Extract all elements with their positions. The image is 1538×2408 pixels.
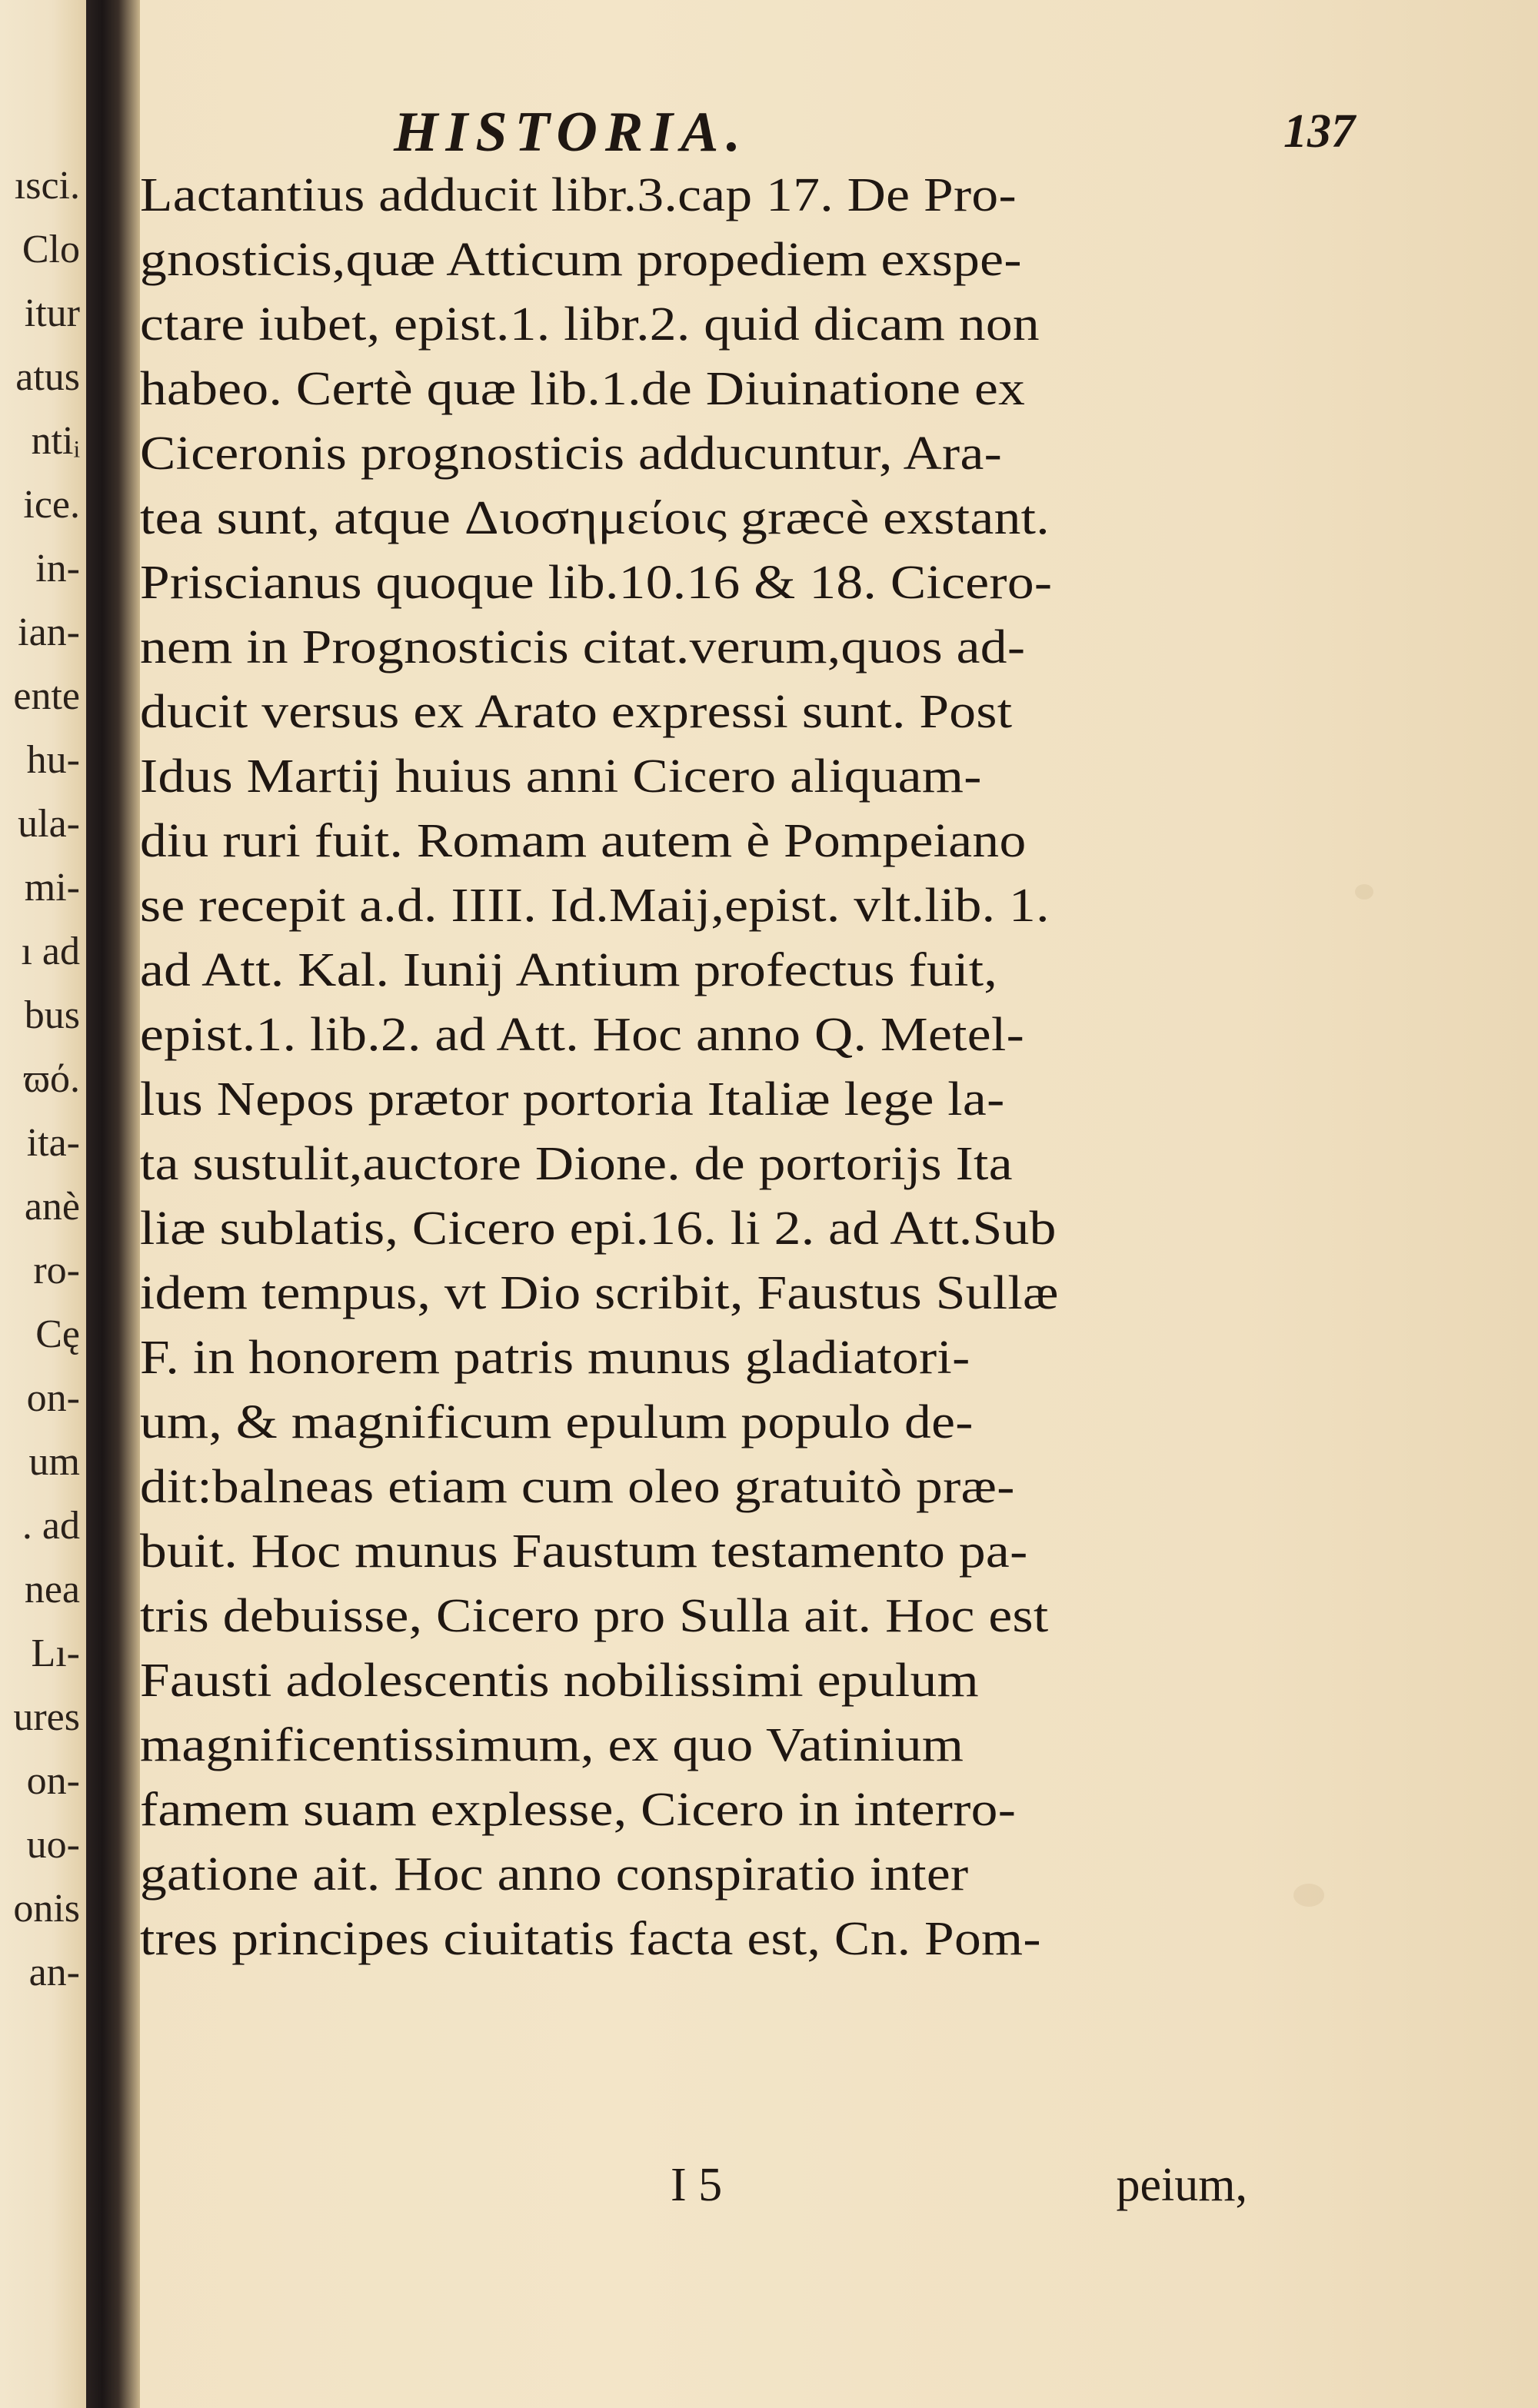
running-head-title: HISTORIA. [394, 101, 748, 164]
text-line: se recepit a.d. IIII. Id.Maij,epist. vlt.lib. 1. [140, 880, 1050, 932]
text-line: Fausti adolescentis nobilissimi epulum [140, 1655, 979, 1707]
text-line: ad Att. Kal. Iunij Antium profectus fuit, [140, 944, 998, 996]
left-page-fragment: anè [24, 1185, 80, 1229]
left-page-fragment: Cę [35, 1312, 80, 1356]
page [140, 0, 1538, 2408]
text-line: tres principes ciuitatis facta est, Cn. Pom- [140, 1913, 1041, 1965]
text-line: F. in honorem patris munus gladiatori- [140, 1332, 970, 1384]
signature-mark: I 5 [671, 2159, 723, 2211]
body-text [140, 163, 1247, 1971]
text-line: liæ sublatis, Cicero epi.16. li 2. ad Att.Sub [140, 1202, 1057, 1255]
left-page-fragment: an- [28, 1951, 80, 1994]
text-line: um, & magnificum epulum populo de- [140, 1396, 974, 1448]
text-line: dit:balneas etiam cum oleo gratuitò præ- [140, 1461, 1015, 1513]
text-line: tris debuisse, Cicero pro Sulla ait. Hoc est [140, 1590, 1049, 1642]
left-page-fragment: ita- [26, 1121, 80, 1165]
page-number: 137 [1283, 105, 1355, 158]
text-line: diu ruri fuit. Romam autem è Pompeiano [140, 815, 1027, 867]
left-page-text-fragments [0, 154, 86, 2004]
text-line: lus Nepos prætor portoria Italiæ lege la- [140, 1073, 1005, 1126]
text-line: Lactantius adducit libr.3.cap 17. De Pro- [140, 169, 1017, 221]
left-page-fragment: in- [35, 547, 80, 590]
text-line: tea sunt, atque Διοσημείοις græcè exstant. [140, 492, 1050, 544]
text-line: idem tempus, vt Dio scribit, Faustus Sullæ [140, 1267, 1059, 1319]
text-line: buit. Hoc munus Faustum testamento pa- [140, 1525, 1028, 1578]
left-page-fragment: nea [24, 1568, 80, 1611]
paper-stain [1355, 884, 1373, 900]
left-page-fragment: atus [15, 355, 80, 399]
catchword: peium, [1116, 2159, 1247, 2211]
left-page-fragment: ı ad [21, 930, 80, 973]
left-page-fragment: ro- [33, 1249, 80, 1292]
left-page-fragment: mi- [24, 866, 80, 910]
left-page-fragment: ian- [18, 610, 80, 654]
left-page-fragment: ice. [23, 483, 80, 527]
text-line: famem suam explesse, Cicero in interro- [140, 1784, 1017, 1836]
left-page-fragment: . ad [22, 1504, 80, 1548]
paper-stain [1293, 1884, 1324, 1907]
text-line: ducit versus ex Arato expressi sunt. Post [140, 686, 1013, 738]
text-line: gatione ait. Hoc anno conspiratio inter [140, 1848, 969, 1901]
text-line: nem in Prognosticis citat.verum,quos ad- [140, 621, 1026, 674]
text-line: Idus Martij huius anni Cicero aliquam- [140, 750, 982, 803]
left-page-fragment: ula- [18, 802, 80, 846]
left-page-edge [0, 0, 86, 2408]
left-page-fragment: ntiᵢ [31, 419, 80, 463]
left-page-fragment: ϖό. [23, 1057, 80, 1101]
left-page-fragment: uo- [26, 1823, 80, 1867]
text-line: ta sustulit,auctore Dione. de portorijs Ita [140, 1138, 1013, 1190]
left-page-fragment: ures [13, 1695, 80, 1739]
text-line: ctare iubet, epist.1. libr.2. quid dicam non [140, 298, 1040, 351]
catch-line [140, 2153, 1247, 2217]
text-line: gnosticis,quæ Atticum propediem exspe- [140, 234, 1022, 286]
left-page-fragment: on- [26, 1759, 80, 1803]
left-page-fragment: itur [24, 291, 80, 335]
text-line: magnificentissimum, ex quo Vatinium [140, 1719, 964, 1771]
left-page-fragment: ısci. [14, 164, 80, 208]
left-page-fragment: Clo [22, 228, 80, 271]
text-line: epist.1. lib.2. ad Att. Hoc anno Q. Metel- [140, 1009, 1025, 1061]
left-page-fragment: onis [13, 1887, 80, 1931]
left-page-fragment: Lı- [31, 1631, 80, 1675]
text-line: Ciceronis prognosticis adducuntur, Ara- [140, 427, 1003, 480]
left-page-fragment: um [28, 1440, 80, 1484]
text-line: Priscianus quoque lib.10.16 & 18. Cicero- [140, 557, 1053, 609]
left-page-fragment: bus [24, 993, 80, 1037]
left-page-fragment: hu- [26, 738, 80, 782]
text-line: habeo. Certè quæ lib.1.de Diuinatione ex [140, 363, 1026, 415]
left-page-fragment: on- [26, 1376, 80, 1420]
left-page-fragment: ente [13, 674, 80, 718]
binding-gutter [86, 0, 140, 2408]
